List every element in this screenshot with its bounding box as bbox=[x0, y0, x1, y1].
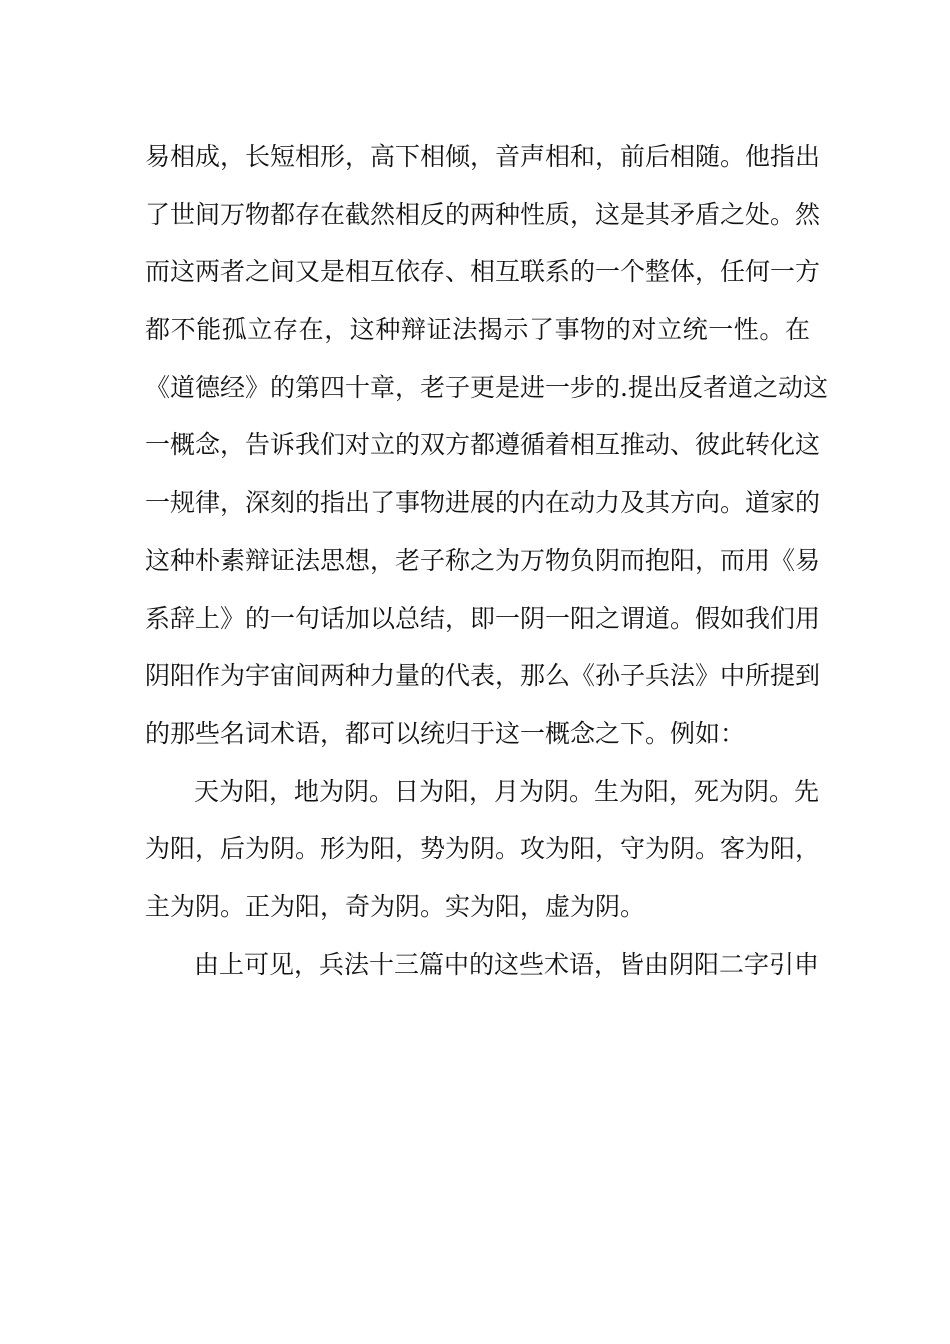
body-text bbox=[145, 128, 828, 993]
text-line: 的那些名词术语，都可以统归于这一概念之下。例如： bbox=[145, 718, 746, 748]
text-line: 易相成，长短相形，高下相倾，音声相和，前后相随。他指出 bbox=[145, 142, 821, 171]
text-line: 主为阴。正为阳，奇为阴。实为阳，虚为阴。 bbox=[145, 891, 646, 921]
text-line: 为阳，后为阴。形为阳，势为阴。攻为阳，守为阴。客为阳， bbox=[145, 834, 821, 864]
paragraph-start-line: 天为阳，地为阴。日为阳，月为阴。生为阳，死为阴。先 bbox=[194, 776, 820, 806]
text-line: 都不能孤立存在，这种辩证法揭示了事物的对立统一性。在 bbox=[145, 315, 810, 345]
text-line: 这种朴素辩证法思想，老子称之为万物负阴而抱阳，而用《易 bbox=[145, 545, 821, 575]
text-line: 了世间万物都存在截然相反的两种性质，这是其矛盾之处。然 bbox=[145, 199, 821, 229]
text-line: 一概念，告诉我们对立的双方都遵循着相互推动、彼此转化这 bbox=[145, 430, 821, 460]
text-line: 而这两者之间又是相互依存、相互联系的一个整体，任何一方 bbox=[145, 257, 821, 287]
text-line: 一规律，深刻的指出了事物进展的内在动力及其方向。道家的 bbox=[145, 488, 821, 518]
text-line: 阴阳作为宇宙间两种力量的代表，那么《孙子兵法》中所提到 bbox=[145, 661, 821, 691]
paragraph-start-line: 由上可见，兵法十三篇中的这些术语，皆由阴阳二字引申 bbox=[194, 949, 820, 979]
text-line: 《道德经》的第四十章，老子更是进一步的.提出反者道之动这 bbox=[145, 372, 828, 402]
text-line: 系辞上》的一句话加以总结，即一阴一阳之谓道。假如我们用 bbox=[145, 603, 821, 633]
